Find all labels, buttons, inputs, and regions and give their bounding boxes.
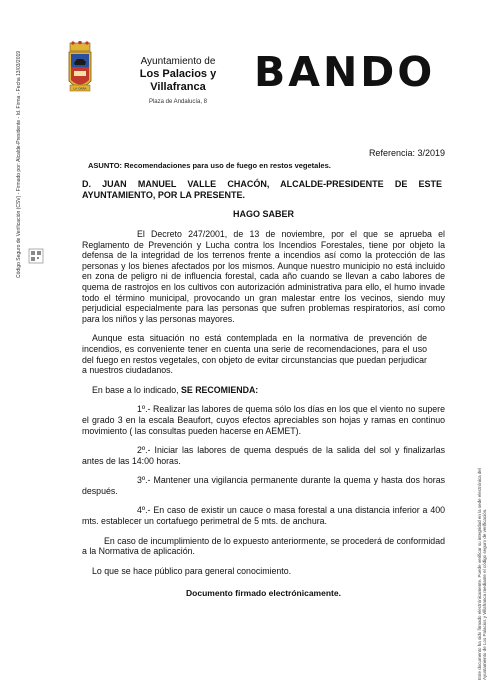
org-line-1: Ayuntamiento de (140, 56, 216, 67)
side-note-text: Código Seguro de Verificación (CSV) - Firmado por: Alcalde-Presidente - Id. Firma - Fecha 13/03/2019 (16, 50, 22, 278)
mayor-declaration: D. JUAN MANUEL VALLE CHACÓN, ALCALDE-PRESIDENTE DE ESTE AYUNTAMIENTO, POR LA PRESENTE. (82, 179, 442, 200)
verification-stamp-icon (28, 248, 44, 264)
signature-note: Documento firmado electrónicamente. (186, 588, 341, 599)
document-title: BANDO (254, 48, 436, 96)
subject-line: ASUNTO: Recomendaciones para uso de fuego en restos vegetales. (88, 161, 331, 170)
org-line-2: Los Palacios y (139, 68, 217, 80)
document-body (82, 148, 445, 598)
recommend-keyword: SE RECOMIENDA: (181, 384, 259, 395)
reference-number: Referencia: 3/2019 (368, 148, 445, 158)
paragraph-public-notice: Lo que se hace público para general conocimiento. (92, 565, 292, 576)
paragraph-noncompliance: En caso de incumplimiento de lo expuesto anteriormente, se procederá de conformidad a la Normativa de aplicación. (82, 535, 445, 557)
recommend-prefix: En base a lo indicado, (92, 384, 182, 395)
recommendation-2: 2º.- Iniciar las labores de quema después de la salida del sol y finalizarlas antes de las 14:00 horas. (82, 445, 445, 466)
recommendation-4: 4º.- En caso de existir un cauce o masa forestal a una distancia inferior a 400 mts. establecer un cortafuego perimetral de 5 mts. de anchura. (82, 505, 445, 527)
hago-saber-heading: HAGO SABER (232, 209, 294, 219)
paragraph-situation: Aunque esta situación no está contemplada en la normativa de prevención de incendios, es conveniente tener en cuenta una serie de recomendaciones, para el uso del fuego en restos vegetales, con objeto de evitar circunstancias que puedan perjudicar a nuestros ciudadanos. (82, 333, 427, 376)
paragraph-decree: El Decreto 247/2001, de 13 de noviembre, por el que se aprueba el Reglamento de Prevención y Lucha contra los Incendios Forestales, tiene por objeto la defensa de la integridad de los terrenos frente a incendios así como la protección de las personas y los bienes afectados por los mismos. Aunque nuestro municipio no está incluido en zona de peligro ni de influencia forestal, cada año cuando se llevan a cabo labores de quema de rastrojos en los cultivos con autorización administrativa para ello, el humo invade todo el término municipal, provocando un gran malestar entre los vecinos, siendo muy perjudicial especialmente para las personas que sufren problemas respiratorios, así como para los niños y las personas mayores. (82, 229, 445, 324)
municipal-crest-icon (44, 41, 116, 101)
right-note-text: Este documento ha sido firmado electrónicamente. Puede verificar su integridad en la sede electrónica del Ayuntamiento de Los Palacios y Villafranca mediante el código seguro de verificación. (477, 468, 487, 680)
org-line-3: Villafranca (150, 81, 206, 93)
recommendation-3: 3º.- Mantener una vigilancia permanente durante la quema y hasta dos horas después. (82, 475, 445, 496)
right-margin-note (477, 450, 495, 680)
municipality-block (118, 56, 238, 105)
paragraph-recommend-intro (82, 385, 445, 396)
recommendation-1: 1º.- Realizar las labores de quema sólo los días en los que el viento no supere el grado 3 en la escala Beaufort, cuyos efectos apreciables son hojas y ramas en continuo movimiento ( las consultas pueden hacerse en AEMET). (82, 404, 445, 436)
org-address: Plaza de Andalucía, 8 (148, 99, 208, 105)
crest-banner-text: LA OBRA (73, 86, 87, 91)
